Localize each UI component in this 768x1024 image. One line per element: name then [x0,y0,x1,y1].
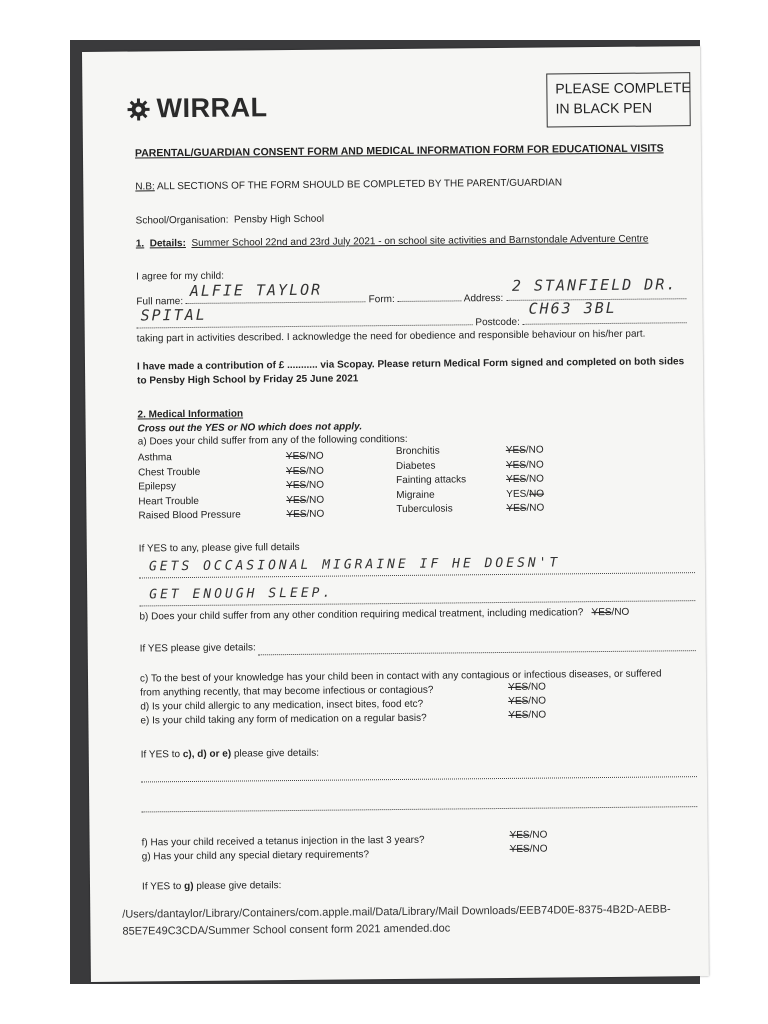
cog-icon [126,97,150,121]
details-row [136,234,649,250]
question-f: f) Has your child received a tetanus injection in the last 3 years? [141,834,425,849]
nb-label: N.B: [135,181,155,193]
question-c-line-1: c) To the best of your knowledge has your child been in contact with any contagious or infectious diseases, or suffered [139,668,662,685]
details-number: 1. [135,238,145,250]
question-b-text: b) Does your child suffer from any other condition requiring medical treatment, including medication? [139,607,584,623]
footer-file-path: /Users/dantaylor/Library/Containers/com.apple.mail/Data/Library/Mail Downloads/EEB74D0E-8375-4B2D-AEBB-85E7E49C3CDA/Summer School consent form 2021 amended.doc [122,903,671,938]
wirral-logo [126,92,267,124]
form-title: PARENTAL/GUARDIAN CONSENT FORM AND MEDICAL INFORMATION FORM FOR EDUCATIONAL VISITS [134,142,664,160]
question-b [139,607,629,623]
postcode-label: Postcode: [475,316,520,329]
answer-epilepsy[interactable]: YES/NO [286,479,325,492]
school-row [136,214,325,227]
nb-notice [135,177,562,192]
details-value: Summer School 22nd and 23rd July 2021 - on school site activities and Barnstondale Adventure Centre [191,233,649,249]
address-line2-field[interactable] [137,305,473,328]
condition-migraine: Migraine [396,489,435,501]
school-value: Pensby High School [233,213,325,226]
address-line2-value: SPITAL [140,305,207,325]
postcode-field[interactable] [523,298,687,325]
pen-notice-line-1: PLEASE COMPLETE [555,79,691,97]
condition-epilepsy: Epilepsy [138,481,177,493]
fullname-label: Full name: [136,296,184,308]
conditions-right-answers [506,444,544,517]
medical-instruction: Cross out the YES or NO which does not apply. [137,421,363,435]
cde-details-label: If YES to c), d) or e) please give details: [140,747,320,761]
condition-tuberculosis: Tuberculosis [396,503,453,516]
condition-raised-blood-pressure: Raised Blood Pressure [138,509,241,522]
answer-diabetes[interactable]: YES/NO [505,459,544,471]
full-details-label: If YES to any, please give full details [138,541,300,555]
agree-label: I agree for my child: [136,270,225,283]
g-details-label: If YES to g) please give details: [141,880,282,893]
cde-details-line-2[interactable] [141,806,697,812]
question-a: a) Does your child suffer from any of the following conditions: [137,433,408,448]
answer-c[interactable]: YES/NO [508,681,546,693]
full-details-value-2: GET ENOUGH SLEEP. [149,585,334,603]
condition-heart-trouble: Heart Trouble [138,495,199,507]
pen-notice-line-2: IN BLACK PEN [555,99,653,117]
taking-part-text: taking part in activities described. I acknowledge the need for obedience and responsible behaviour on his/her part. [136,328,646,345]
question-b-details-label: If YES please give details: [139,642,256,655]
medical-heading: 2. Medical Information [137,408,244,421]
address-value: 2 STANFIELD DR. [511,275,678,295]
question-b-details-line[interactable] [258,650,696,655]
consent-form-page [82,46,709,982]
answer-raised-blood-pressure[interactable]: YES/NO [286,508,325,521]
question-d: d) Is your child allergic to any medication, insect bites, food etc? [140,698,424,713]
school-label: School/Organisation: [135,214,229,227]
answer-asthma[interactable]: YES/NO [285,450,324,463]
condition-asthma: Asthma [137,452,172,464]
black-pen-notice [546,72,691,127]
answer-bronchitis[interactable]: YES/NO [505,444,544,456]
conditions-right-names [396,444,467,517]
form-field[interactable] [397,288,461,302]
answer-chest-trouble[interactable]: YES/NO [285,465,324,477]
logo-text: WIRRAL [156,92,268,124]
postcode-value: CH63 3BL [528,298,617,318]
answer-heart-trouble[interactable]: YES/NO [286,494,325,506]
answer-g[interactable]: YES/NO [509,843,548,855]
answer-migraine[interactable]: YES/NO [506,488,545,500]
fullname-value: ALFIE TAYLOR [189,280,323,300]
question-e: e) Is your child taking any form of medication on a regular basis? [140,712,427,727]
conditions-left-answers [286,450,324,523]
condition-chest-trouble: Chest Trouble [137,466,201,478]
answer-tuberculosis[interactable]: YES/NO [506,502,545,514]
contribution-line-1: I have made a contribution of £ ........... via Scopay. Please return Medical Form signed and completed on both sides [136,356,685,373]
details-label: Details: [149,238,186,250]
condition-fainting-attacks: Fainting attacks [396,474,467,487]
condition-bronchitis: Bronchitis [395,445,440,458]
nb-text: ALL SECTIONS OF THE FORM SHOULD BE COMPLETED BY THE PARENT/GUARDIAN [154,177,563,193]
condition-diabetes: Diabetes [395,460,436,472]
question-g: g) Has your child any special dietary requirements? [141,849,370,863]
fullname-field[interactable] [186,280,366,304]
address-label: Address: [463,292,504,305]
cde-details-line-1[interactable] [141,776,697,782]
full-details-value-1: GETS OCCASIONAL MIGRAINE IF HE DOESN'T [148,555,561,575]
answer-e[interactable]: YES/NO [508,709,547,721]
answer-f[interactable]: YES/NO [509,829,548,841]
conditions-left-names [138,451,241,524]
form-label: Form: [368,294,395,306]
answer-b[interactable]: YES/NO [591,606,630,619]
answer-fainting-attacks[interactable]: YES/NO [506,473,544,485]
question-c-line-2: from anything recently, that may become infectious or contagious? [140,684,434,699]
answer-d[interactable]: YES/NO [508,695,547,707]
contribution-line-2: to Pensby High School by Friday 25 June 2021 [137,373,359,387]
